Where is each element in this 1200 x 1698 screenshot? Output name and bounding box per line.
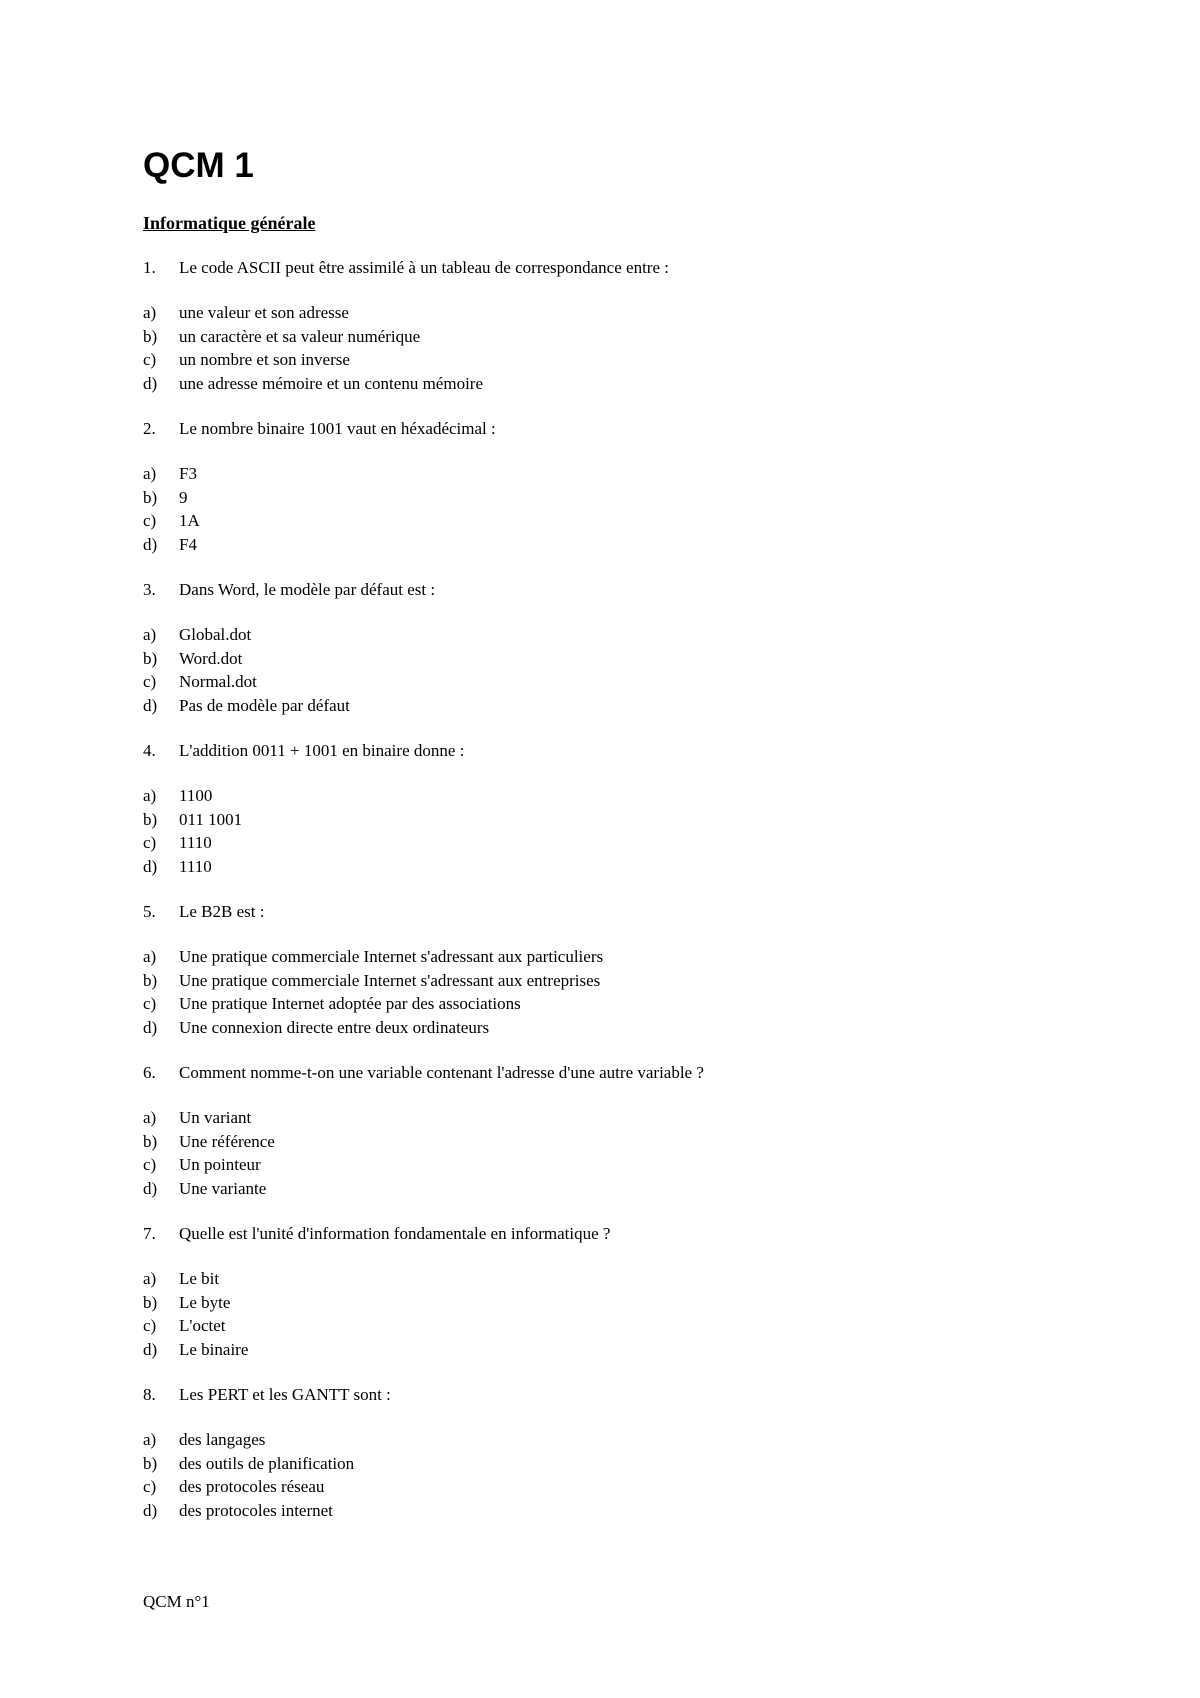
answer-option (143, 1130, 1103, 1154)
question-8 (143, 1383, 1103, 1522)
question-line (143, 417, 1103, 440)
answer-option (143, 1267, 1103, 1291)
option-text: Un variant (179, 1108, 252, 1127)
option-text: 1A (179, 511, 200, 530)
answer-option (143, 945, 1103, 969)
question-text: Dans Word, le modèle par défaut est : (179, 580, 436, 599)
answer-option (143, 1106, 1103, 1130)
question-text: L'addition 0011 + 1001 en binaire donne : (179, 741, 465, 760)
option-text: Une variante (179, 1178, 267, 1198)
option-letter: c) (143, 511, 157, 530)
option-letter: c) (143, 994, 157, 1013)
answer-option (143, 1475, 1103, 1499)
option-text: Une pratique Internet adoptée par des associations (179, 994, 521, 1013)
question-5 (143, 900, 1103, 1039)
answer-option (143, 1314, 1103, 1338)
question-6 (143, 1061, 1103, 1200)
document-page (143, 148, 1103, 1522)
question-text: Les PERT et les GANTT sont : (179, 1385, 391, 1404)
option-letter: a) (143, 947, 157, 966)
question-text: Le code ASCII peut être assimilé à un tableau de correspondance entre : (179, 258, 669, 277)
option-letter: b) (143, 1131, 158, 1151)
section-heading: Informatique générale (143, 213, 316, 233)
option-text: Une référence (179, 1131, 275, 1151)
answer-options (143, 1428, 1103, 1522)
option-text: Word.dot (179, 648, 243, 668)
option-letter: d) (143, 1339, 158, 1359)
option-letter: d) (143, 373, 158, 393)
answer-option (143, 462, 1103, 486)
question-number: 3. (143, 580, 156, 599)
question-number: 5. (143, 902, 156, 921)
option-text: Le binaire (179, 1339, 249, 1359)
option-letter: d) (143, 856, 158, 876)
option-letter: c) (143, 833, 157, 852)
option-text: Pas de modèle par défaut (179, 695, 350, 715)
answer-option (143, 623, 1103, 647)
question-text: Quelle est l'unité d'information fondamentale en informatique ? (179, 1224, 611, 1243)
answer-option (143, 969, 1103, 993)
option-text: des protocoles internet (179, 1500, 333, 1520)
option-text: 1100 (179, 786, 213, 805)
option-letter: a) (143, 1269, 157, 1288)
option-letter: d) (143, 1500, 158, 1520)
page-footer: QCM n°1 (143, 1592, 210, 1611)
option-letter: a) (143, 464, 157, 483)
question-number: 7. (143, 1224, 156, 1243)
option-text: une valeur et son adresse (179, 303, 349, 322)
answer-option (143, 509, 1103, 533)
option-letter: c) (143, 1155, 157, 1174)
option-letter: a) (143, 303, 157, 322)
option-text: des protocoles réseau (179, 1477, 325, 1496)
option-text: Global.dot (179, 625, 252, 644)
option-letter: b) (143, 326, 158, 346)
option-text: Une pratique commerciale Internet s'adressant aux entreprises (179, 970, 601, 990)
option-text: Un pointeur (179, 1155, 261, 1174)
option-letter: a) (143, 1108, 157, 1127)
answer-option (143, 1153, 1103, 1177)
question-line (143, 578, 1103, 601)
question-number: 1. (143, 258, 156, 277)
answer-option (143, 533, 1103, 557)
question-text: Le nombre binaire 1001 vaut en héxadécimal : (179, 419, 496, 438)
option-letter: a) (143, 1430, 157, 1449)
answer-option (143, 348, 1103, 372)
answer-option (143, 1177, 1103, 1201)
question-line (143, 739, 1103, 762)
question-number: 4. (143, 741, 156, 760)
question-line (143, 256, 1103, 279)
question-line (143, 1383, 1103, 1406)
option-letter: d) (143, 695, 158, 715)
question-number: 2. (143, 419, 156, 438)
option-text: Normal.dot (179, 672, 257, 691)
page-title: QCM 1 (143, 146, 254, 185)
option-text: 1110 (179, 833, 212, 852)
answer-option (143, 694, 1103, 718)
option-text: des langages (179, 1430, 266, 1449)
option-text: Le byte (179, 1292, 231, 1312)
answer-option (143, 1016, 1103, 1040)
answer-options (143, 784, 1103, 878)
option-letter: b) (143, 809, 158, 829)
question-3 (143, 578, 1103, 717)
answer-option (143, 670, 1103, 694)
option-letter: b) (143, 648, 158, 668)
question-number: 6. (143, 1063, 156, 1082)
option-letter: a) (143, 625, 157, 644)
question-text: Comment nomme-t-on une variable contenant l'adresse d'une autre variable ? (179, 1063, 704, 1082)
option-text: un caractère et sa valeur numérique (179, 326, 421, 346)
option-text: Une pratique commerciale Internet s'adressant aux particuliers (179, 947, 604, 966)
option-letter: b) (143, 1292, 158, 1312)
answer-option (143, 1428, 1103, 1452)
answer-option (143, 1499, 1103, 1523)
answer-options (143, 462, 1103, 556)
option-letter: c) (143, 1477, 157, 1496)
answer-option (143, 831, 1103, 855)
question-1 (143, 256, 1103, 395)
question-4 (143, 739, 1103, 878)
option-text: 1110 (179, 856, 212, 876)
option-text: des outils de planification (179, 1453, 355, 1473)
answer-options (143, 1106, 1103, 1200)
answer-option (143, 1291, 1103, 1315)
answer-options (143, 1267, 1103, 1361)
option-letter: b) (143, 487, 158, 507)
answer-option (143, 1452, 1103, 1476)
question-text: Le B2B est : (179, 902, 265, 921)
option-letter: c) (143, 672, 157, 691)
option-letter: d) (143, 1017, 158, 1037)
option-text: une adresse mémoire et un contenu mémoire (179, 373, 483, 393)
option-text: L'octet (179, 1316, 226, 1335)
answer-option (143, 855, 1103, 879)
option-letter: d) (143, 1178, 158, 1198)
option-text: 9 (179, 487, 188, 507)
option-letter: a) (143, 786, 157, 805)
option-letter: b) (143, 1453, 158, 1473)
answer-options (143, 945, 1103, 1039)
option-text: Le bit (179, 1269, 220, 1288)
answer-option (143, 486, 1103, 510)
answer-option (143, 808, 1103, 832)
option-letter: b) (143, 970, 158, 990)
option-text: 011 1001 (179, 809, 243, 829)
option-letter: d) (143, 534, 158, 554)
option-letter: c) (143, 350, 157, 369)
option-text: F3 (179, 464, 197, 483)
answer-option (143, 992, 1103, 1016)
question-7 (143, 1222, 1103, 1361)
question-line (143, 1222, 1103, 1245)
answer-option (143, 372, 1103, 396)
question-number: 8. (143, 1385, 156, 1404)
answer-option (143, 1338, 1103, 1362)
question-list (143, 256, 1103, 1522)
option-text: un nombre et son inverse (179, 350, 350, 369)
answer-options (143, 623, 1103, 717)
question-2 (143, 417, 1103, 556)
answer-option (143, 301, 1103, 325)
question-line (143, 900, 1103, 923)
question-line (143, 1061, 1103, 1084)
answer-option (143, 647, 1103, 671)
answer-options (143, 301, 1103, 395)
answer-option (143, 325, 1103, 349)
answer-option (143, 784, 1103, 808)
option-letter: c) (143, 1316, 157, 1335)
option-text: F4 (179, 534, 197, 554)
option-text: Une connexion directe entre deux ordinateurs (179, 1017, 490, 1037)
